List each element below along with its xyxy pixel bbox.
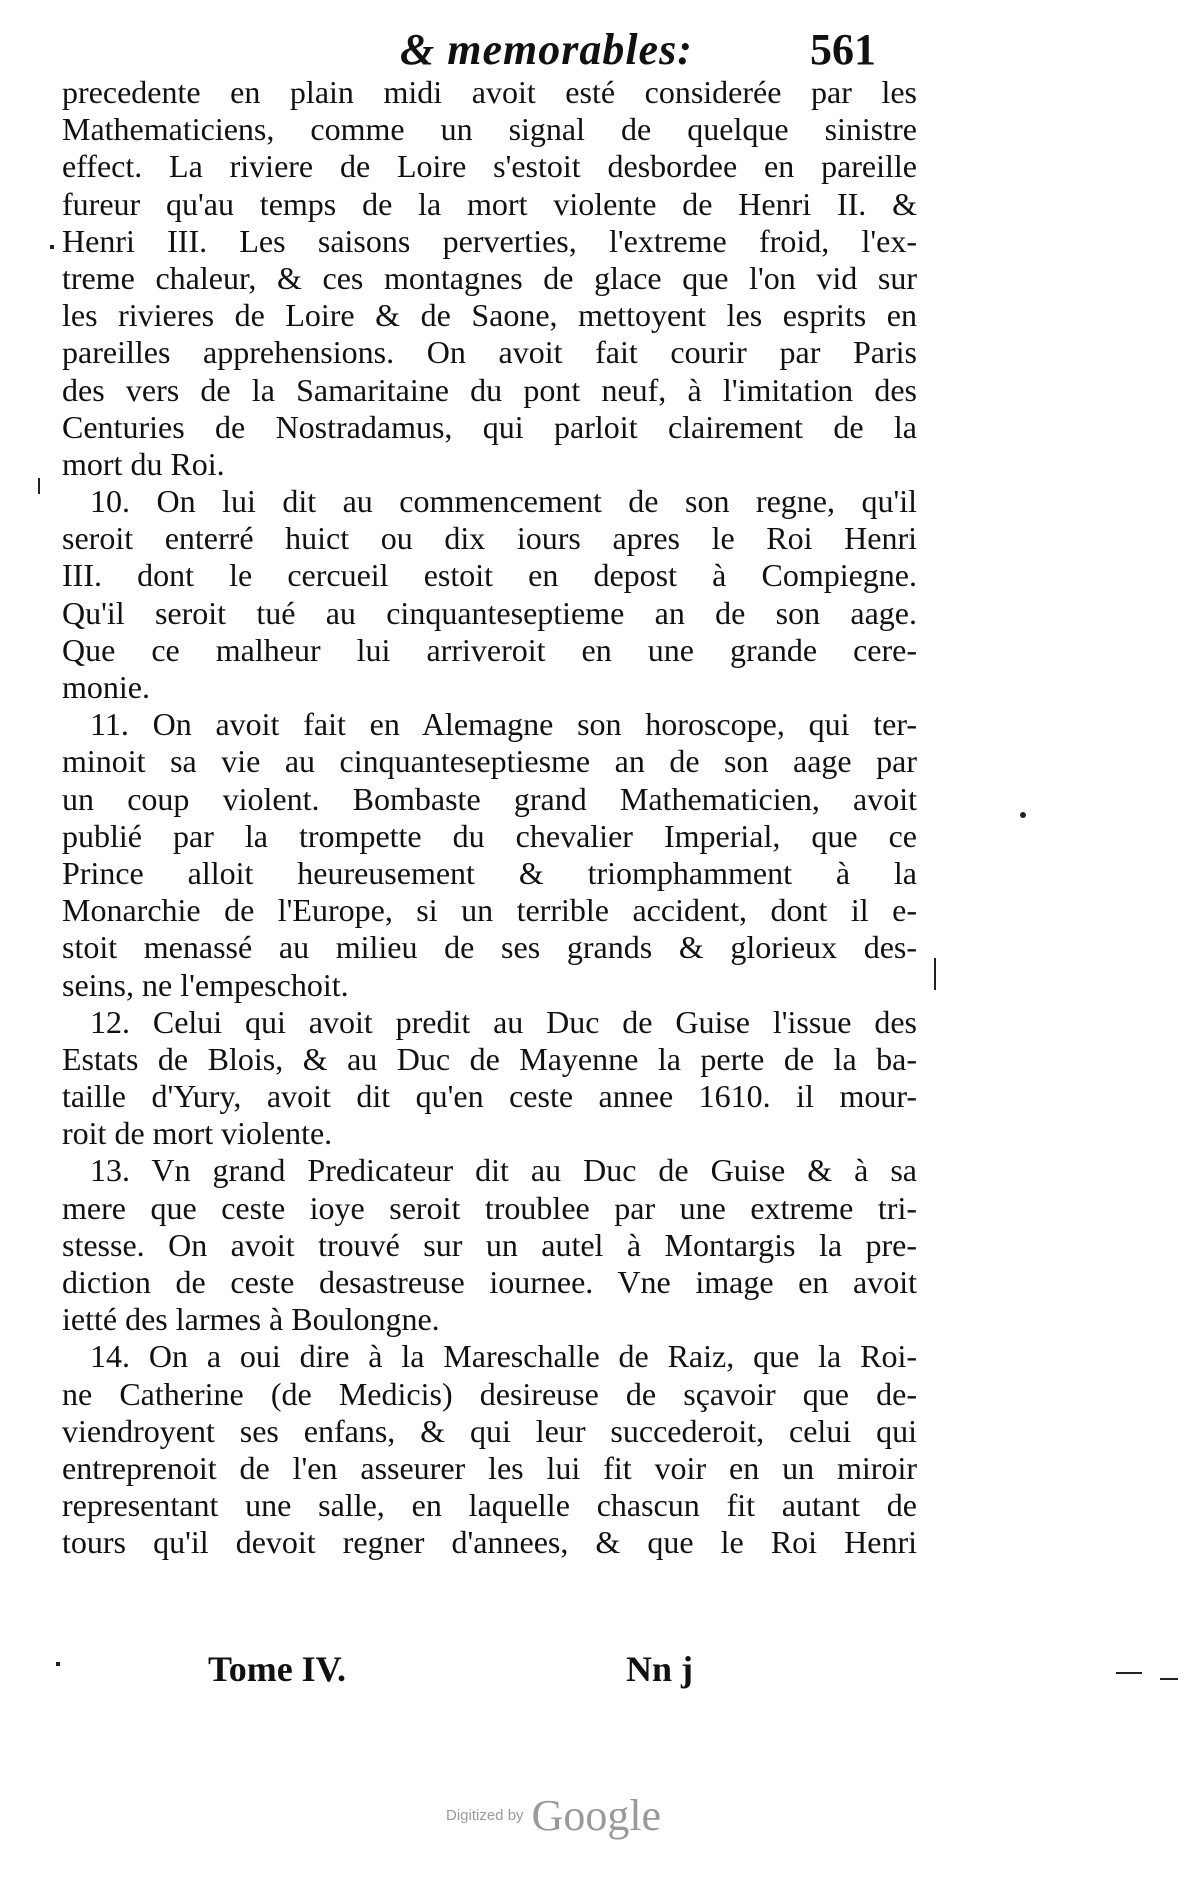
- text-line: Henri III. Les saisons perverties, l'extreme froid, l'ex-: [62, 222, 917, 259]
- running-title: & memorables:: [400, 25, 693, 74]
- text-line: entreprenoit de l'en asseurer les lui fit voir en un miroir: [62, 1449, 917, 1486]
- google-wordmark: Google: [531, 1791, 662, 1840]
- text-line: precedente en plain midi avoit esté considerée par les: [62, 74, 917, 110]
- text-line: tours qu'il devoit regner d'annees, & que le Roi Henri: [62, 1524, 917, 1561]
- scan-speck: [934, 958, 936, 990]
- text-line: stoit menassé au milieu de ses grands & glorieux des-: [62, 929, 917, 966]
- scan-speck: [1020, 812, 1026, 818]
- text-line: Qu'il seroit tué au cinquanteseptieme an de son aage.: [62, 594, 917, 631]
- text-line: mort du Roi.: [62, 445, 225, 482]
- text-line: roit de mort violente.: [62, 1115, 333, 1152]
- text-line: diction de ceste desastreuse iournee. Vne image en avoit: [62, 1264, 917, 1300]
- digitized-by-text: Digitized by: [446, 1807, 524, 1824]
- text-line: Centuries de Nostradamus, qui parloit clairement de la: [62, 408, 917, 445]
- text-line: effect. La riviere de Loire s'estoit desbordee en pareille: [62, 148, 917, 185]
- text-line: ne Catherine (de Medicis) desireuse de sçavoir que de-: [62, 1375, 917, 1412]
- text-line: 14. On a oui dire à la Mareschalle de Raiz, que la Roi-: [90, 1338, 917, 1375]
- text-line: minoit sa vie au cinquanteseptiesme an de son aage par: [62, 743, 917, 780]
- text-line: stesse. On avoit trouvé sur un autel à Montargis la pre-: [62, 1226, 917, 1263]
- page-number: 561: [810, 25, 876, 74]
- text-line: 11. On avoit fait en Alemagne son horoscope, qui ter-: [90, 706, 917, 743]
- text-line: Monarchie de l'Europe, si un terrible accident, dont il e-: [62, 892, 917, 929]
- text-line: mere que ceste ioye seroit troublee par une extreme tri-: [62, 1189, 917, 1226]
- text-line: III. dont le cercueil estoit en depost à Compiegne.: [62, 557, 917, 594]
- text-line: 12. Celui qui avoit predit au Duc de Guise l'issue des: [90, 1003, 917, 1040]
- scan-speck: [56, 1662, 60, 1666]
- text-line: Prince alloit heureusement & triomphamment à la: [62, 854, 917, 891]
- volume-label: Tome IV.: [208, 1649, 347, 1689]
- text-line: representant une salle, en laquelle chascun fit autant de: [62, 1487, 917, 1524]
- text-line: seroit enterré huict ou dix iours apres le Roi Henri: [62, 520, 917, 557]
- text-line: les rivieres de Loire & de Saone, mettoyent les esprits en: [62, 297, 917, 334]
- text-line: Mathematiciens, comme un signal de quelque sinistre: [62, 111, 917, 148]
- text-line: viendroyent ses enfans, & qui leur succederoit, celui qui: [62, 1412, 917, 1449]
- scan-speck: [50, 245, 54, 249]
- text-line: fureur qu'au temps de la mort violente de Henri II. &: [62, 185, 917, 222]
- text-line: treme chaleur, & ces montagnes de glace que l'on vid sur: [62, 259, 917, 296]
- text-line: des vers de la Samaritaine du pont neuf, à l'imitation des: [62, 371, 917, 408]
- text-line: seins, ne l'empeschoit.: [62, 966, 349, 1003]
- text-line: monie.: [62, 669, 150, 705]
- text-line: taille d'Yury, avoit dit qu'en ceste annee 1610. il mour-: [62, 1078, 917, 1115]
- scan-speck: [1160, 1678, 1178, 1680]
- text-line: ietté des larmes à Boulongne.: [62, 1301, 440, 1338]
- text-line: Que ce malheur lui arriveroit en une grande cere-: [62, 631, 917, 668]
- text-line: 10. On lui dit au commencement de son regne, qu'il: [90, 483, 917, 520]
- text-line: un coup violent. Bombaste grand Mathematicien, avoit: [62, 780, 917, 817]
- body-text: [62, 74, 917, 1562]
- text-line: 13. Vn grand Predicateur dit au Duc de Guise & à sa: [90, 1152, 917, 1189]
- text-line: Estats de Blois, & au Duc de Mayenne la perte de la ba-: [62, 1040, 917, 1077]
- text-line: pareilles apprehensions. On avoit fait courir par Paris: [62, 334, 917, 371]
- digitized-watermark: [446, 1790, 661, 1850]
- page-footer: [208, 1648, 748, 1692]
- scan-speck: [1116, 1672, 1142, 1674]
- scan-speck: [38, 478, 40, 494]
- text-line: publié par la trompette du chevalier Imperial, que ce: [62, 817, 917, 854]
- signature-mark: Nn j: [626, 1649, 694, 1689]
